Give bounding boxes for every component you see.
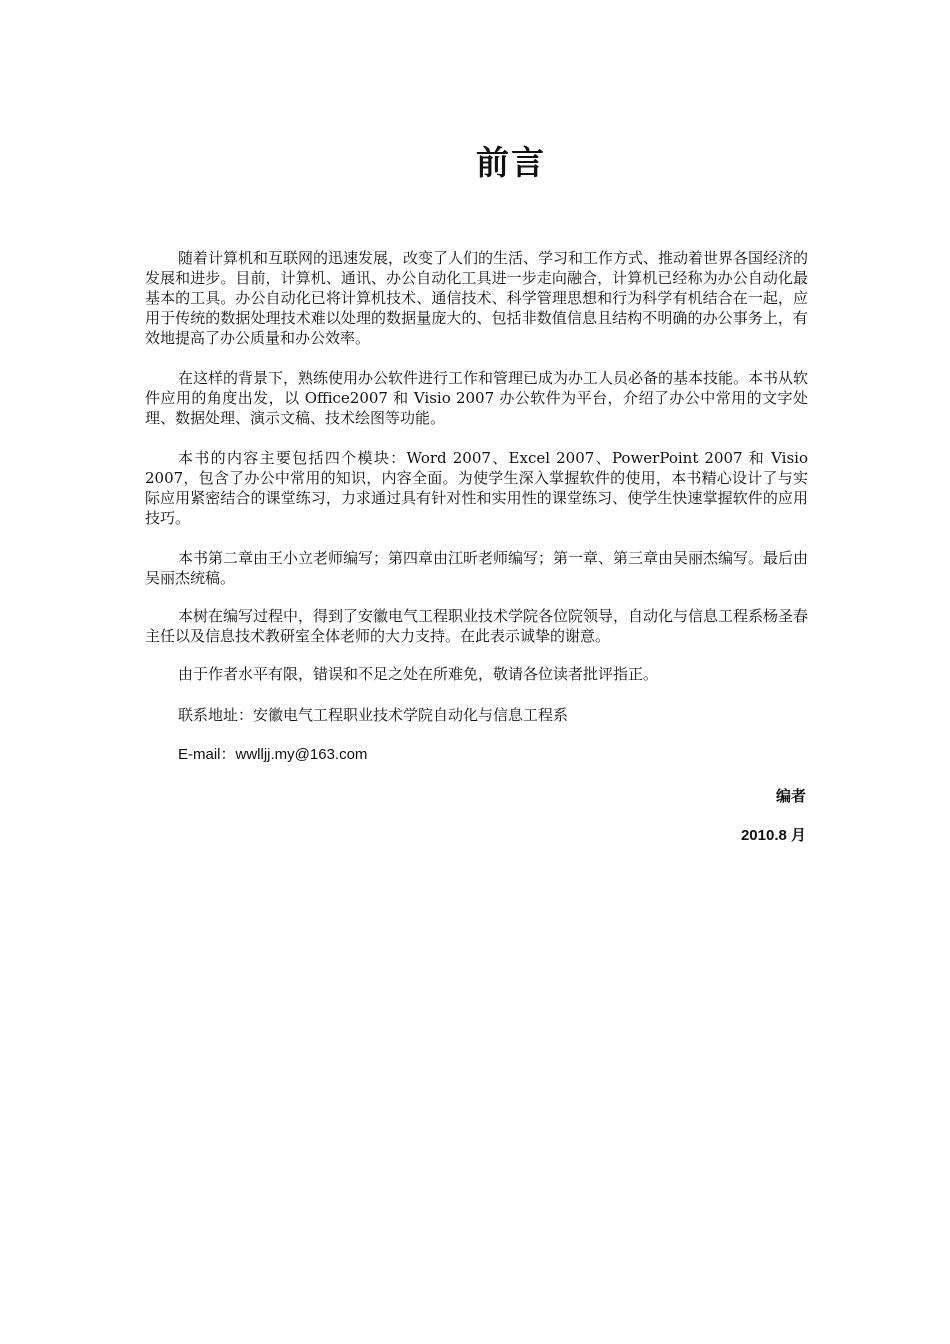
paragraph-2-block	[145, 368, 808, 428]
contact-address-block	[145, 705, 808, 725]
paragraph-1-block	[145, 248, 808, 348]
page-title: 前言	[476, 143, 546, 182]
contact-email-block	[145, 745, 808, 765]
contact-address: 联系地址：安徽电气工程职业技术学院自动化与信息工程系	[178, 706, 569, 724]
signature-date: 2010.8 月	[740, 827, 806, 844]
paragraph-1: 随着计算机和互联网的迅速发展，改变了人们的生活、学习和工作方式、推动着世界各国经济的发展和进步。目前，计算机、通讯、办公自动化工具进一步走向融合，计算机已经称为办公自动化最基本的工具。办公自动化已将计算机技术、通信技术、科学管理思想和行为科学有机结合在一起，应用于传统的数据处理技术难以处理的数据量庞大的、包括非数值信息且结构不明确的办公事务上，有效地提高了办公质量和办公效率。	[145, 249, 809, 347]
paragraph-2: 在这样的背景下，熟练使用办公软件进行工作和管理已成为办工人员必备的基本技能。本书从软件应用的角度出发，以 Office2007 和 Visio 2007 办公软件为平台，介绍了办公中常用的文字处理、数据处理、演示文稿、技术绘图等功能。	[145, 369, 809, 427]
paragraph-4-block	[145, 548, 808, 588]
paragraph-3: 本书的内容主要包括四个模块：Word 2007、Excel 2007、PowerPoint 2007 和 Visio 2007，包含了办公中常用的知识，内容全面。为使学生深入掌握软件的使用，本书精心设计了与实际应用紧密结合的课堂练习，力求通过具有针对性和实用性的课堂练习、使学生快速掌握软件的应用技巧。	[145, 449, 808, 527]
paragraph-6: 由于作者水平有限，错误和不足之处在所难免，敬请各位读者批评指正。	[178, 665, 659, 683]
paragraph-5: 本树在编写过程中，得到了安徽电气工程职业技术学院各位院领导，自动化与信息工程系杨圣春主任以及信息技术教研室全体老师的大力支持。在此表示诚挚的谢意。	[145, 607, 809, 645]
paragraph-4: 本书第二章由王小立老师编写；第四章由江昕老师编写；第一章、第三章由吴丽杰编写。最后由吴丽杰统稿。	[145, 549, 809, 587]
contact-email: E-mail：wwlljj.my@163.com	[178, 746, 368, 763]
paragraph-5-block	[145, 606, 808, 646]
paragraph-6-block	[145, 664, 808, 684]
paragraph-3-block	[145, 448, 808, 528]
signature-author: 编者	[775, 787, 806, 805]
